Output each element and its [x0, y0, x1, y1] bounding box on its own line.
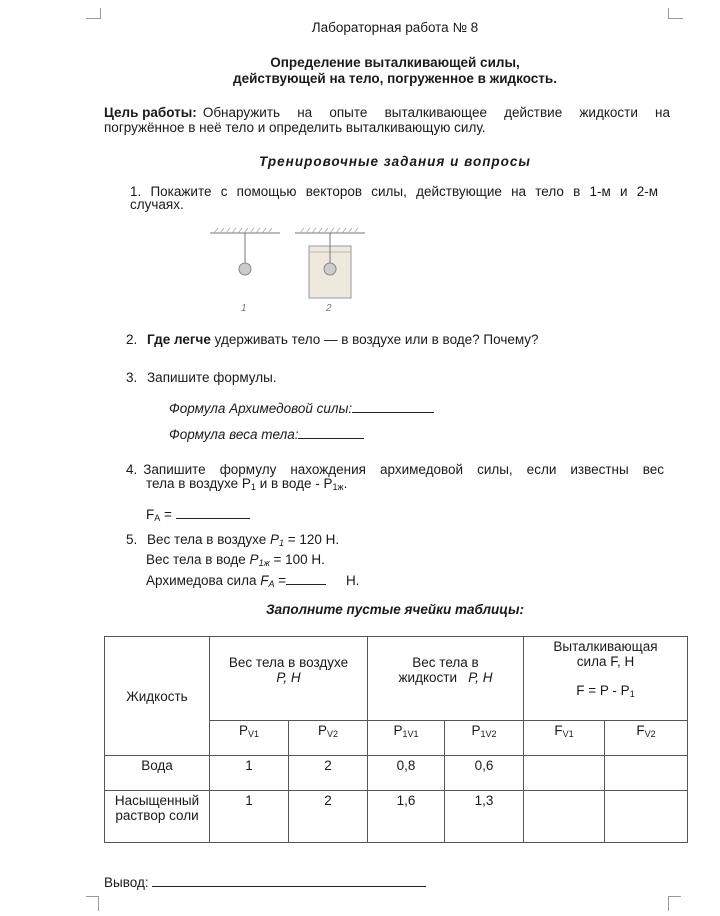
- hanging-ball-in-water: [295, 228, 365, 298]
- goal-label: Цель работы:: [104, 105, 197, 120]
- crop-mark: [86, 8, 101, 19]
- crop-mark: [86, 896, 99, 911]
- header-text: Вес тела в: [412, 655, 479, 670]
- formula-archimedes: [169, 400, 434, 416]
- p1-symbol: P: [269, 532, 279, 547]
- fa-symbol: F: [146, 507, 155, 522]
- subheader-cell: [445, 721, 524, 756]
- header-air-weight: [210, 637, 368, 721]
- q4-line-2: [146, 476, 664, 492]
- header-liquid-weight: [368, 637, 524, 721]
- subheader-symbol: P: [393, 723, 403, 738]
- subheader-sub: V2: [644, 729, 656, 739]
- q5-text: Вес тела в воде: [146, 552, 246, 567]
- p1-sub: 1: [278, 538, 284, 548]
- q4-text: тела в воздухе P: [146, 476, 251, 491]
- q4-text: и в воде - P: [255, 476, 333, 491]
- fa-eq: =: [160, 507, 172, 522]
- goal-text-1: Обнаружить на опыте выталкивающее действие жидкости на: [202, 105, 670, 120]
- header-sub: 1: [629, 689, 635, 699]
- formula-weight: [169, 426, 364, 442]
- header-formula: F = P - P: [576, 683, 630, 698]
- value-cell: 2: [289, 756, 368, 791]
- subheader-sub: V1: [248, 729, 260, 739]
- header-unit: Р, Н: [468, 670, 493, 685]
- conclusion: [104, 874, 426, 890]
- formula-weight-label: Формула веса тела:: [169, 427, 299, 442]
- q1-line-2: случаях.: [130, 197, 184, 212]
- subheader-sub: V2: [327, 729, 339, 739]
- q3-number: 3.: [126, 370, 138, 385]
- q1-line-1: 1. Покажите с помощью векторов силы, действующие на тело в 1-м и 2-м: [130, 184, 658, 199]
- section-title: Тренировочные задания и вопросы: [259, 154, 531, 169]
- value-cell: 1,6: [368, 791, 445, 843]
- header-unit: Р, Н: [276, 670, 301, 685]
- lab-header: Лабораторная работа № 8: [311, 20, 479, 35]
- q3-text: Запишите формулы.: [147, 370, 277, 385]
- q5-line-1: Вес тела в воздухе: [147, 532, 267, 547]
- fa-eq: =: [274, 573, 287, 588]
- p2-sub: 1ж: [258, 558, 270, 568]
- empty-answer-cell[interactable]: [524, 791, 605, 843]
- q4-text: .: [343, 476, 348, 491]
- crop-mark: [668, 896, 681, 911]
- liquid-cell: [105, 791, 210, 843]
- q5-number: 5.: [126, 532, 138, 547]
- subheader-symbol: P: [317, 723, 327, 738]
- header-liquid: [105, 637, 210, 756]
- table-row: [105, 756, 688, 791]
- question-3: [126, 370, 277, 385]
- header-text: жидкости: [398, 670, 458, 685]
- p2-value: = 100 Н.: [269, 552, 325, 567]
- header-text: Выталкивающая: [553, 639, 658, 654]
- header-text: Жидкость: [126, 688, 188, 704]
- q5-line-2: [146, 552, 325, 568]
- value-cell: 2: [289, 791, 368, 843]
- goal-text-2: погружённое в неё тело и определить выталкивающую силу.: [104, 120, 486, 135]
- fa-sub: A: [268, 579, 275, 589]
- subheader-cell: [605, 721, 688, 756]
- question-1: [130, 184, 658, 212]
- q4-number: 4.: [126, 462, 138, 477]
- q5-text: Архимедова сила: [146, 573, 257, 588]
- fa-symbol: F: [260, 573, 269, 588]
- header-buoyant-force: [524, 637, 688, 721]
- title-line-2: действующей на тело, погруженное в жидкость.: [233, 71, 557, 86]
- q4-sub: 1ж: [332, 482, 344, 492]
- conclusion-blank[interactable]: [152, 874, 426, 887]
- formula-archimedes-label: Формула Архимедовой силы:: [169, 401, 353, 416]
- answer-blank[interactable]: [176, 506, 250, 519]
- answer-blank[interactable]: [286, 572, 326, 585]
- empty-answer-cell[interactable]: [605, 791, 688, 843]
- figure-pendulums: [200, 215, 370, 325]
- question-5: [126, 532, 339, 548]
- q2-number: 2.: [126, 332, 138, 347]
- data-table: [104, 636, 688, 843]
- value-cell: 0,8: [368, 756, 445, 791]
- question-2: [126, 332, 539, 347]
- value-cell: 1: [210, 756, 289, 791]
- subheader-symbol: F: [554, 723, 563, 738]
- q4-sub: 1: [250, 482, 256, 492]
- crop-mark: [668, 8, 683, 19]
- value-cell: 1: [210, 791, 289, 843]
- liquid-cell: [105, 756, 210, 791]
- p1-value: = 120 Н.: [284, 532, 340, 547]
- liquid-name-2: раствор соли: [115, 808, 199, 823]
- empty-answer-cell[interactable]: [605, 756, 688, 791]
- subheader-symbol: P: [471, 723, 481, 738]
- figure-label-1: 1: [241, 303, 247, 314]
- subheader-cell: [210, 721, 289, 756]
- q5-line-3: [146, 572, 359, 589]
- fa-sub: A: [154, 513, 161, 523]
- hanging-ball-in-air: [210, 228, 280, 275]
- fa-answer: [146, 506, 250, 523]
- subheader-symbol: F: [636, 723, 645, 738]
- subheader-symbol: P: [238, 723, 248, 738]
- liquid-name: Насыщенный: [114, 793, 200, 808]
- p2-symbol: P: [249, 552, 259, 567]
- empty-answer-cell[interactable]: [524, 756, 605, 791]
- header-text: Вес тела в воздухе: [228, 655, 349, 670]
- subheader-cell: [368, 721, 445, 756]
- fa-unit: Н.: [345, 573, 360, 588]
- goal: [104, 105, 670, 135]
- header-text: сила F, Н: [576, 654, 635, 669]
- subheader-sub: V1: [562, 729, 574, 739]
- subheader-sub: 1V2: [480, 729, 497, 739]
- question-4: [126, 462, 664, 492]
- answer-blank[interactable]: [298, 426, 364, 439]
- table-title: Заполните пустые ячейки таблицы:: [265, 602, 525, 617]
- figure-label-2: 2: [326, 303, 332, 314]
- q2-text: удерживать тело — в воздухе или в воде? Почему?: [214, 332, 539, 347]
- subheader-cell: [524, 721, 605, 756]
- title-line-1: Определение выталкивающей силы,: [270, 55, 520, 70]
- q2-bold: Где легче: [147, 332, 211, 347]
- table-row: [105, 791, 688, 843]
- value-cell: 1,3: [445, 791, 524, 843]
- conclusion-label: Вывод:: [104, 875, 149, 890]
- answer-blank[interactable]: [352, 400, 434, 413]
- subheader-sub: 1V1: [402, 729, 419, 739]
- value-cell: 0,6: [445, 756, 524, 791]
- subheader-cell: [289, 721, 368, 756]
- q4-line-1: Запишите формулу нахождения архимедовой силы, если известны вес: [143, 462, 664, 477]
- liquid-name: Вода: [141, 758, 173, 773]
